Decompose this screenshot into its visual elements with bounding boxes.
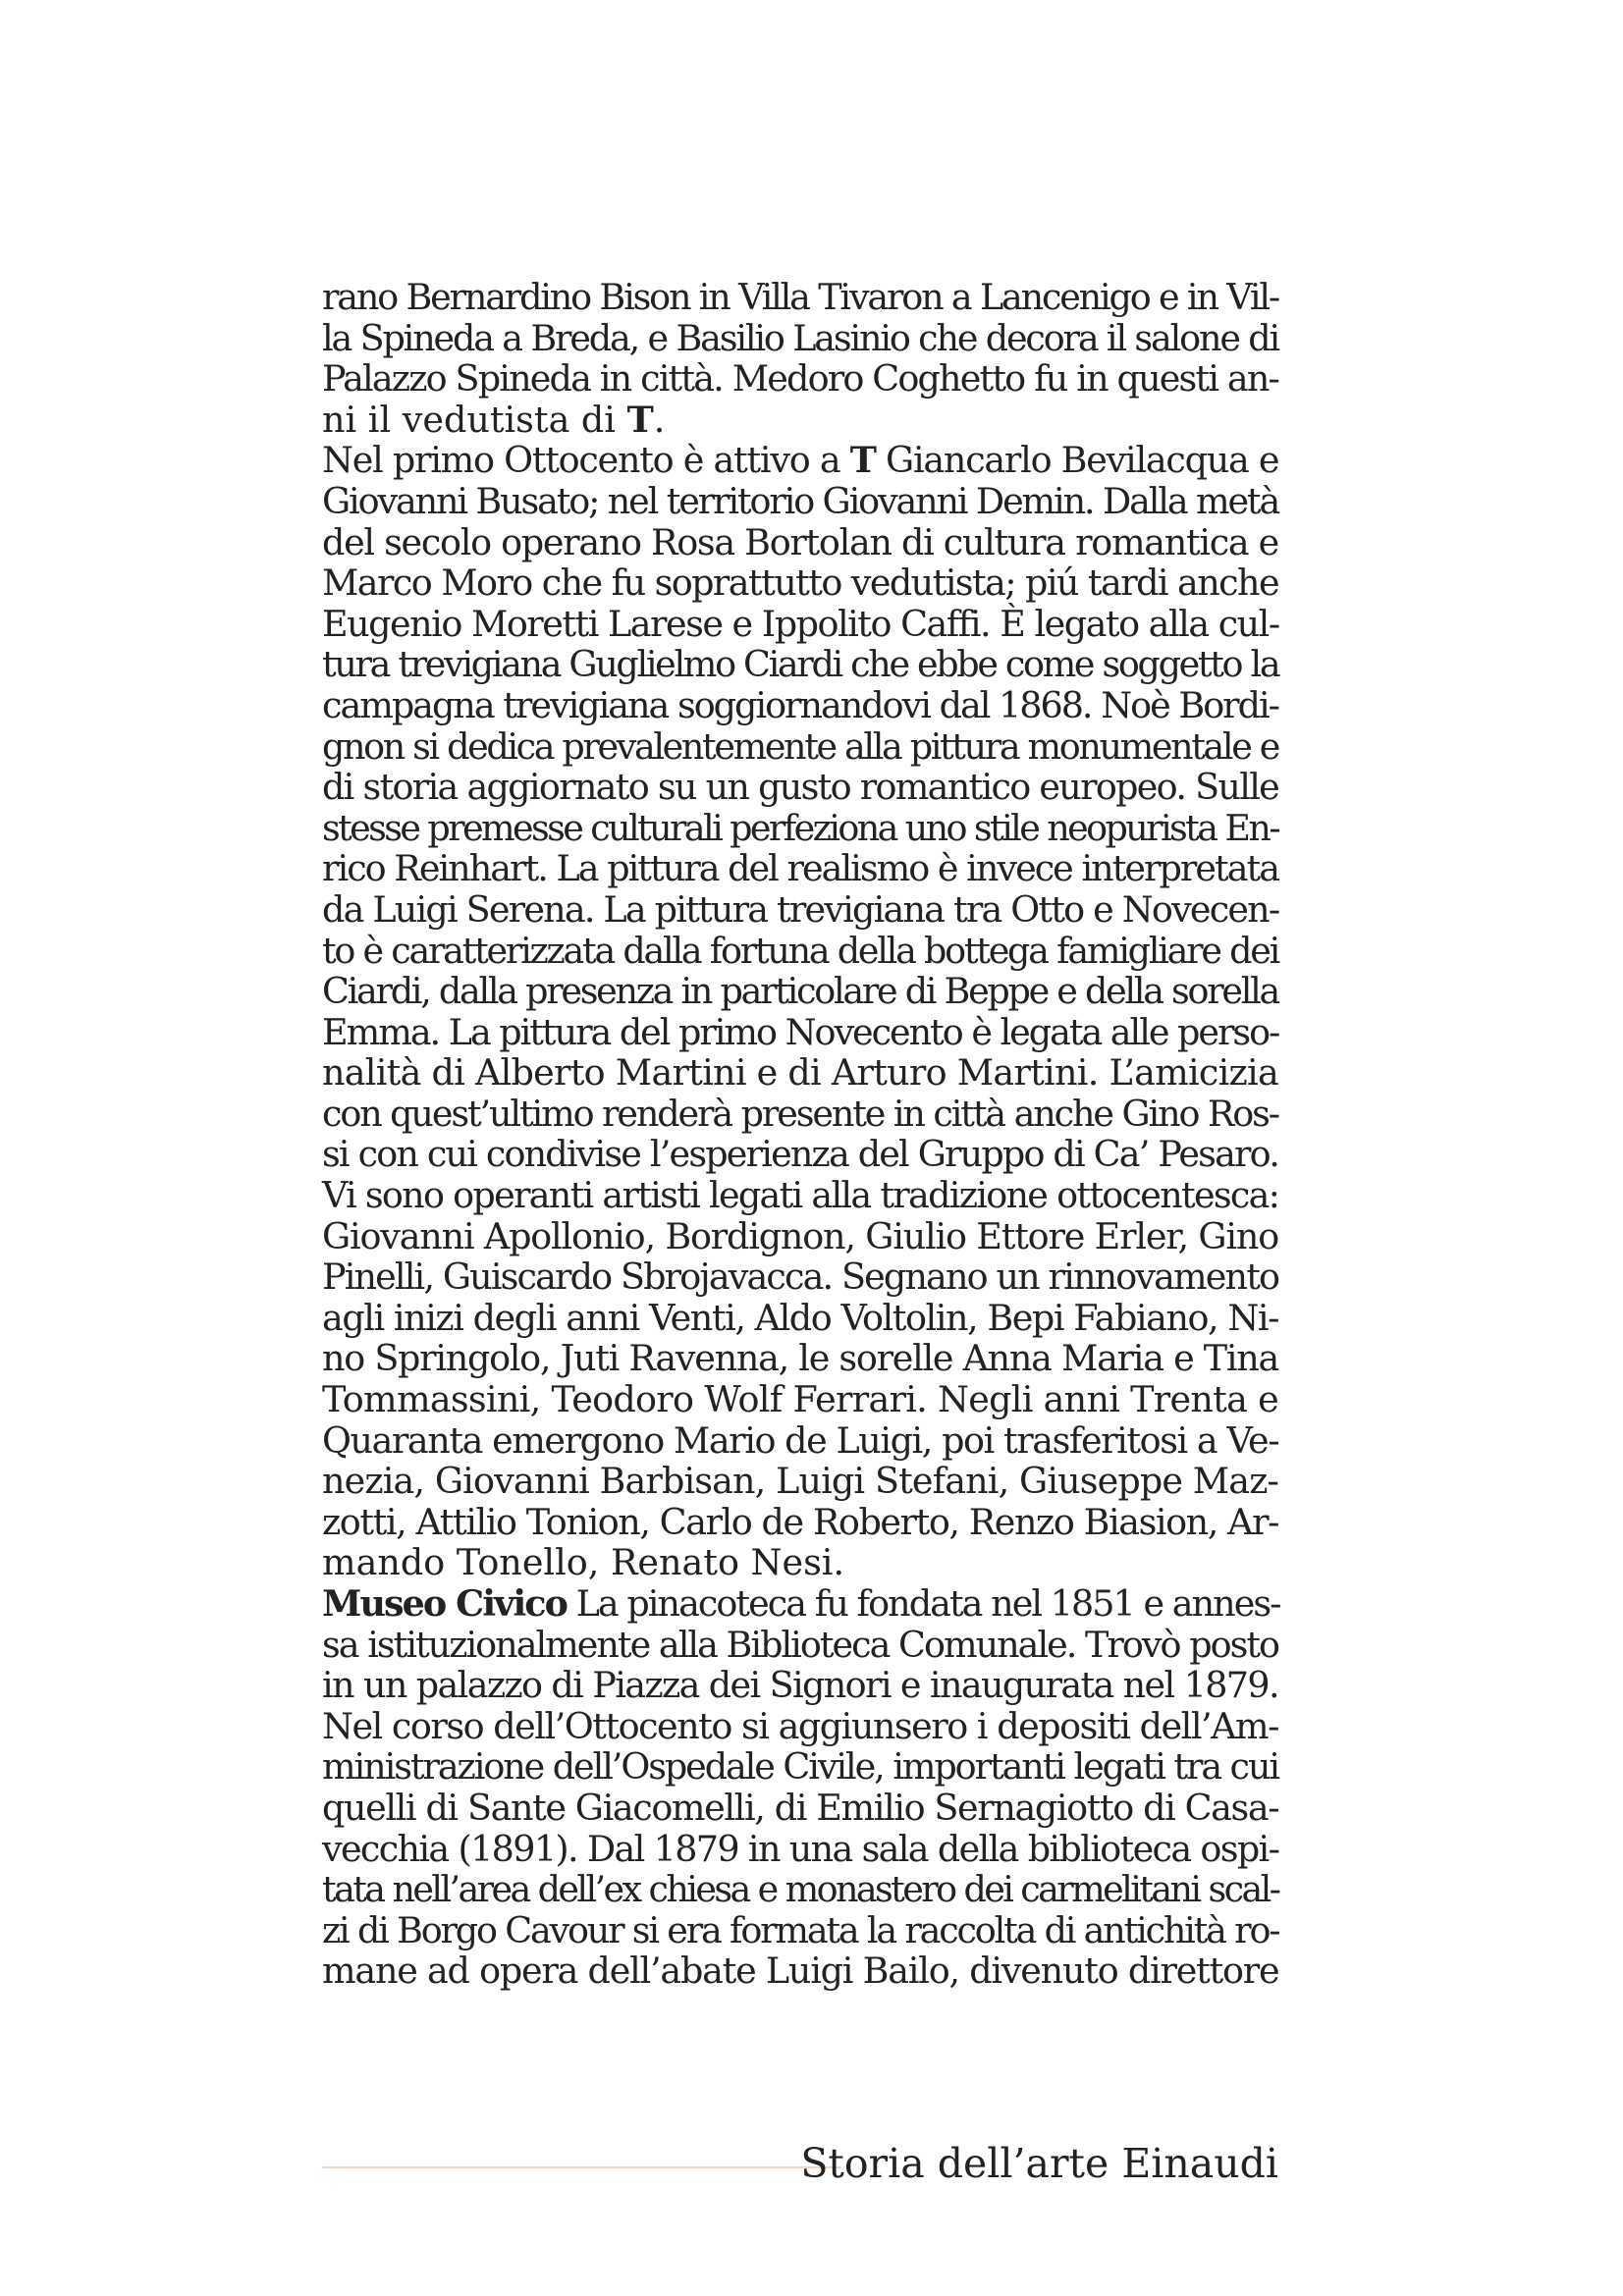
text-run: zotti, Attilio Tonion, Carlo de Roberto, Renzo Biasion, Ar- (322, 1500, 1278, 1543)
text-run: to è caratterizzata dalla fortuna della bottega famigliare dei (322, 929, 1278, 972)
text-line (322, 848, 1278, 889)
text-run: Nel corso dell’Ottocento si aggiunsero i depositi dell’Am- (322, 1704, 1278, 1747)
text-run: zi di Borgo Cavour si era formata la raccolta di antichità ro- (322, 1908, 1279, 1951)
text-run: da Luigi Serena. La pittura trevigiana tra Otto e Novecen- (322, 887, 1279, 931)
text-line (322, 481, 1278, 522)
text-run: Nel primo Ottocento è attivo a (322, 439, 850, 482)
text-line (322, 889, 1278, 931)
text-line (322, 726, 1278, 768)
text-run: in un palazzo di Piazza dei Signori e inaugurata nel 1879. (322, 1664, 1278, 1707)
text-run: Giovanni Apollonio, Bordignon, Giulio Ettore Erler, Gino (322, 1214, 1278, 1257)
text-line (322, 1706, 1278, 1747)
text-run: gnon si dedica prevalentemente alla pittura monumentale e (322, 724, 1278, 768)
text-run: La pinacoteca fu fondata nel 1851 e annes- (566, 1582, 1280, 1625)
text-run: mando Tonello, Renato Nesi. (322, 1541, 845, 1584)
text-run: nalità di Alberto Martini e di Arturo Martini. L’amicizia (322, 1051, 1278, 1095)
text-run: tata nell’area dell’ex chiesa e monastero dei carmelitani scal- (322, 1868, 1279, 1911)
text-run: Pinelli, Guiscardo Sbrojavacca. Segnano un rinnovamento (322, 1255, 1279, 1299)
text-run: Giancarlo Bevilacqua e (875, 439, 1279, 482)
text-run: Emma. La pittura del primo Novecento è legata alle perso- (322, 1010, 1279, 1053)
footer-rule (322, 2166, 840, 2168)
text-line (322, 1420, 1278, 1462)
text-run: rico Reinhart. La pittura del realismo è invece interpretata (322, 847, 1279, 890)
text-line (322, 1012, 1278, 1053)
text-line (322, 1094, 1278, 1135)
text-line (322, 277, 1278, 318)
text-run: Quaranta emergono Mario de Luigi, poi trasferitosi a Ve- (322, 1418, 1279, 1462)
text-run: sa istituzionalmente alla Biblioteca Comunale. Trovò posto (322, 1623, 1278, 1666)
text-line (322, 400, 1278, 441)
text-line (322, 440, 1278, 481)
text-line (322, 1502, 1278, 1543)
text-line (322, 1461, 1278, 1502)
text-line (322, 562, 1278, 604)
text-run: con quest’ultimo renderà presente in città anche Gino Ros- (322, 1092, 1278, 1135)
bold-text: T (849, 439, 876, 482)
text-line (322, 604, 1278, 645)
text-run: ministrazione dell’Ospedale Civile, importanti legati tra cui (322, 1745, 1278, 1789)
text-run: campagna trevigiana soggiornandovi dal 1868. Noè Bordi- (322, 683, 1278, 726)
text-line (322, 1256, 1278, 1298)
text-line (322, 1583, 1278, 1625)
text-run: si con cui condivise l’esperienza del Gruppo di Ca’ Pesaro. (322, 1133, 1278, 1176)
text-run: di storia aggiornato su un gusto romantico europeo. Sulle (322, 766, 1279, 809)
text-run: Palazzo Spineda in città. Medoro Coghetto fu in questi an- (322, 357, 1279, 400)
text-run: . (653, 398, 666, 441)
text-run: mane ad opera dell’abate Luigi Bailo, divenuto direttore (322, 1949, 1279, 1993)
text-line (322, 522, 1278, 563)
text-line (322, 1052, 1278, 1094)
text-run: Marco Moro che fu soprattutto vedutista; piú tardi anche (322, 561, 1278, 605)
text-run: Eugenio Moretti Larese e Ippolito Caffi. È legato alla cul- (322, 602, 1279, 645)
text-line (322, 685, 1278, 726)
text-run: ni il vedutista di (322, 398, 627, 441)
text-run: stesse premesse culturali perfeziona uno stile neopurista En- (322, 806, 1279, 849)
text-run: agli inizi degli anni Venti, Aldo Voltolin, Bepi Fabiano, Ni- (322, 1296, 1278, 1339)
text-run: Giovanni Busato; nel territorio Giovanni Demin. Dalla metà (322, 479, 1279, 522)
text-line (322, 1665, 1278, 1706)
text-line (322, 1829, 1278, 1870)
text-line (322, 1379, 1278, 1420)
text-run: no Springolo, Juti Ravenna, le sorelle Anna Maria e Tina (322, 1337, 1278, 1380)
body-text (322, 277, 1278, 1992)
text-run: Ciardi, dalla presenza in particolare di Beppe e della sorella (322, 970, 1278, 1013)
text-run: vecchia (1891). Dal 1879 in una sala della biblioteca ospi- (322, 1827, 1279, 1870)
bold-text: T (626, 398, 654, 441)
text-line (322, 644, 1278, 685)
text-line (322, 1788, 1278, 1829)
text-line (322, 1175, 1278, 1216)
text-line (322, 808, 1278, 849)
text-run: nezia, Giovanni Barbisan, Luigi Stefani, Giuseppe Maz- (322, 1460, 1279, 1503)
text-line (322, 1910, 1278, 1951)
footer-title: Storia dell’arte Einaudi (800, 2140, 1278, 2187)
text-line (322, 358, 1278, 400)
text-line (322, 1216, 1278, 1257)
text-line (322, 1298, 1278, 1339)
text-line (322, 767, 1278, 808)
text-run: Vi sono operanti artisti legati alla tradizione ottocentesca: (322, 1174, 1279, 1217)
text-line (322, 1869, 1278, 1910)
bold-text: Museo Civico (322, 1582, 567, 1625)
text-line (322, 1338, 1278, 1379)
text-line (322, 931, 1278, 972)
text-line (322, 1542, 1278, 1583)
text-run: la Spineda a Breda, e Basilio Lasinio che decora il salone di (322, 316, 1278, 359)
text-run: tura trevigiana Guglielmo Ciardi che ebbe come soggetto la (322, 643, 1279, 686)
text-line (322, 1134, 1278, 1175)
text-run: rano Bernardino Bison in Villa Tivaron a Lancenigo e in Vil- (322, 276, 1278, 318)
text-line (322, 1746, 1278, 1788)
text-line (322, 318, 1278, 359)
text-run: quelli di Sante Giacomelli, di Emilio Sernagiotto di Casa- (322, 1786, 1279, 1829)
text-run: del secolo operano Rosa Bortolan di cultura romantica e (322, 520, 1278, 563)
text-line (322, 1950, 1278, 1992)
text-line (322, 1625, 1278, 1666)
text-run: Tommassini, Teodoro Wolf Ferrari. Negli anni Trenta e (322, 1378, 1278, 1421)
text-line (322, 971, 1278, 1012)
